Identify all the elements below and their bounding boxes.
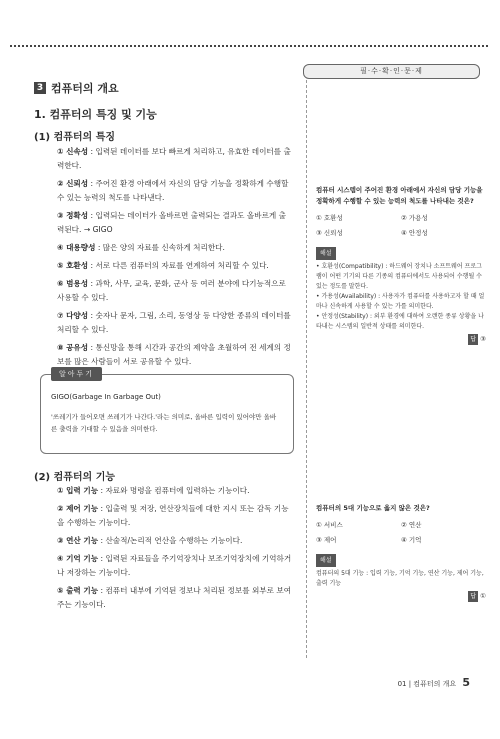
subsection-title-features: (1) 컴퓨터의 특징 — [34, 132, 116, 143]
question-stem: 컴퓨터의 5대 기능으로 옳지 않은 것은? — [316, 504, 430, 512]
term: ⑥ 범용성 — [57, 279, 89, 288]
explanation-line: • 안정성(Stability) : 외부 환경에 대하여 오랜한 종류 상황을 나타내는 시스템의 일반적 상태를 의미한다. — [316, 313, 484, 330]
list-item — [57, 534, 292, 548]
option: ① 호환성 — [316, 214, 343, 222]
list-item — [57, 484, 292, 498]
desc: : 자료와 명령을 컴퓨터에 입력하는 기능이다. — [98, 486, 250, 495]
chapter-heading — [34, 80, 119, 96]
list-item — [57, 277, 292, 305]
footer-chapter: 01 | 컴퓨터의 개요 — [397, 680, 457, 688]
desc: : 과학, 사무, 교육, 문화, 군사 등 여러 분야에 다기능적으로 사용할 수 있다. — [57, 279, 286, 302]
option: ② 연산 — [401, 521, 422, 529]
explanation-badge: 해설 — [316, 247, 336, 260]
options — [316, 520, 486, 546]
answer-label: 답 — [470, 336, 477, 343]
options — [316, 213, 486, 239]
chapter-number: 3 — [34, 82, 46, 94]
term: ④ 기억 기능 — [57, 554, 99, 563]
list-item — [57, 177, 292, 205]
answer-label: 답 — [470, 593, 477, 600]
question-2 — [316, 503, 486, 602]
tip-box — [40, 370, 294, 454]
tip-title: GIGO(Garbage In Garbage Out) — [51, 393, 161, 401]
question-stem: 컴퓨터 시스템이 주어진 환경 아래에서 자신의 담당 기능을 정확하게 수행할 수 있는 능력의 척도를 나타내는 것은? — [316, 186, 483, 205]
term: ① 입력 기능 — [57, 486, 99, 495]
list-item — [57, 145, 292, 173]
option: ① 서비스 — [316, 521, 343, 529]
desc: : 서로 다른 컴퓨터의 자료를 연계하여 처리할 수 있다. — [88, 261, 269, 270]
list-item — [57, 259, 292, 273]
term: ③ 연산 기능 — [57, 536, 99, 545]
features-list — [57, 145, 292, 373]
answer — [316, 334, 486, 345]
explanation — [316, 569, 486, 589]
list-item — [57, 341, 292, 369]
desc: : 많은 양의 자료를 신속하게 처리한다. — [95, 243, 225, 252]
term: ⑤ 출력 기능 — [57, 586, 99, 595]
option: ③ 신뢰성 — [316, 229, 343, 237]
list-item — [57, 502, 292, 530]
functions-list — [57, 484, 292, 616]
page-number: 5 — [462, 676, 470, 689]
tip-text: '쓰레기가 들어오면 쓰레기가 나간다.'라는 의미로, 올바른 입력이 있어야만 올바른 출력을 기대할 수 있음을 의미한다. — [51, 413, 277, 433]
explanation-badge: 해설 — [316, 554, 336, 567]
desc: : 입출력 및 저장, 연산장치들에 대한 지시 또는 감독 기능을 수행하는 기능이다. — [57, 504, 289, 527]
explanation — [316, 262, 486, 332]
list-item — [57, 552, 292, 580]
page-footer — [398, 676, 470, 689]
answer-value: ① — [480, 592, 486, 600]
desc: : 통신망을 통해 시간과 공간의 제약을 초월하여 전 세계의 정보를 많은 사람들이 서로 공유할 수 있다. — [57, 343, 291, 366]
option: ② 가용성 — [401, 214, 428, 222]
term: ④ 대용량성 — [57, 243, 96, 252]
desc: : 숫자나 문자, 그림, 소리, 동영상 등 다양한 종류의 데이터를 처리할 수 있다. — [57, 311, 291, 334]
term: ① 신속성 — [57, 147, 89, 156]
term: ⑤ 호환성 — [57, 261, 89, 270]
term: ⑧ 공유성 — [57, 343, 89, 352]
section-title: 1. 컴퓨터의 특징 및 기능 — [34, 108, 157, 121]
list-item — [57, 241, 292, 255]
column-divider — [306, 80, 307, 658]
explanation-line: • 가용성(Availability) : 사용자가 컴퓨터를 사용하고자 할 때 얼마나 신속하게 사용할 수 있는 가를 의미한다. — [316, 293, 485, 310]
explanation-line: 컴퓨터의 5대 기능 : 입력 기능, 기억 기능, 연산 기능, 제어 기능, 출력 기능 — [316, 570, 484, 587]
desc: : 산술적/논리적 연산을 수행하는 기능이다. — [98, 536, 243, 545]
term: ② 신뢰성 — [57, 179, 89, 188]
tip-label: 알아두기 — [51, 367, 102, 381]
explanation-line: • 호환성(Compatibility) : 하드웨어 장치나 소프트웨어 프로그램이 어떤 기기의 다른 기종의 컴퓨터에서도 사용되어 수행될 수 있는 정도를 말한다. — [316, 263, 482, 290]
answer — [316, 591, 486, 602]
option: ④ 안정성 — [401, 229, 428, 237]
top-dotted-rule — [10, 45, 488, 47]
subsection-title-functions: (2) 컴퓨터의 기능 — [34, 472, 116, 483]
desc: : 주어진 환경 아래에서 자신의 담당 기능을 정확하게 수행할 수 있는 능력의 척도를 나타낸다. — [57, 179, 289, 202]
term: ② 제어 기능 — [57, 504, 99, 513]
desc: : 입력되는 데이터가 올바르면 출력되는 결과도 올바르게 출력된다. → GIGO — [57, 211, 287, 234]
desc: : 입력된 자료들을 주기억장치나 보조기억장치에 기억하거나 저장하는 기능이다. — [57, 554, 292, 577]
term: ⑦ 다양성 — [57, 311, 89, 320]
answer-value: ③ — [480, 335, 486, 343]
chapter-title: 컴퓨터의 개요 — [51, 82, 119, 95]
list-item — [57, 309, 292, 337]
list-item — [57, 584, 292, 612]
term: ③ 정확성 — [57, 211, 89, 220]
option: ③ 제어 — [316, 536, 337, 544]
desc: : 컴퓨터 내부에 기억된 정보나 처리된 정보를 외부로 보여주는 기능이다. — [57, 586, 292, 609]
desc: : 입력된 데이터를 보다 빠르게 처리하고, 유효한 데이터를 출력한다. — [57, 147, 291, 170]
list-item — [57, 209, 292, 237]
side-header-label: 필·수·확·인·문·제 — [303, 64, 480, 79]
option: ④ 기억 — [401, 536, 422, 544]
question-1 — [316, 185, 486, 345]
